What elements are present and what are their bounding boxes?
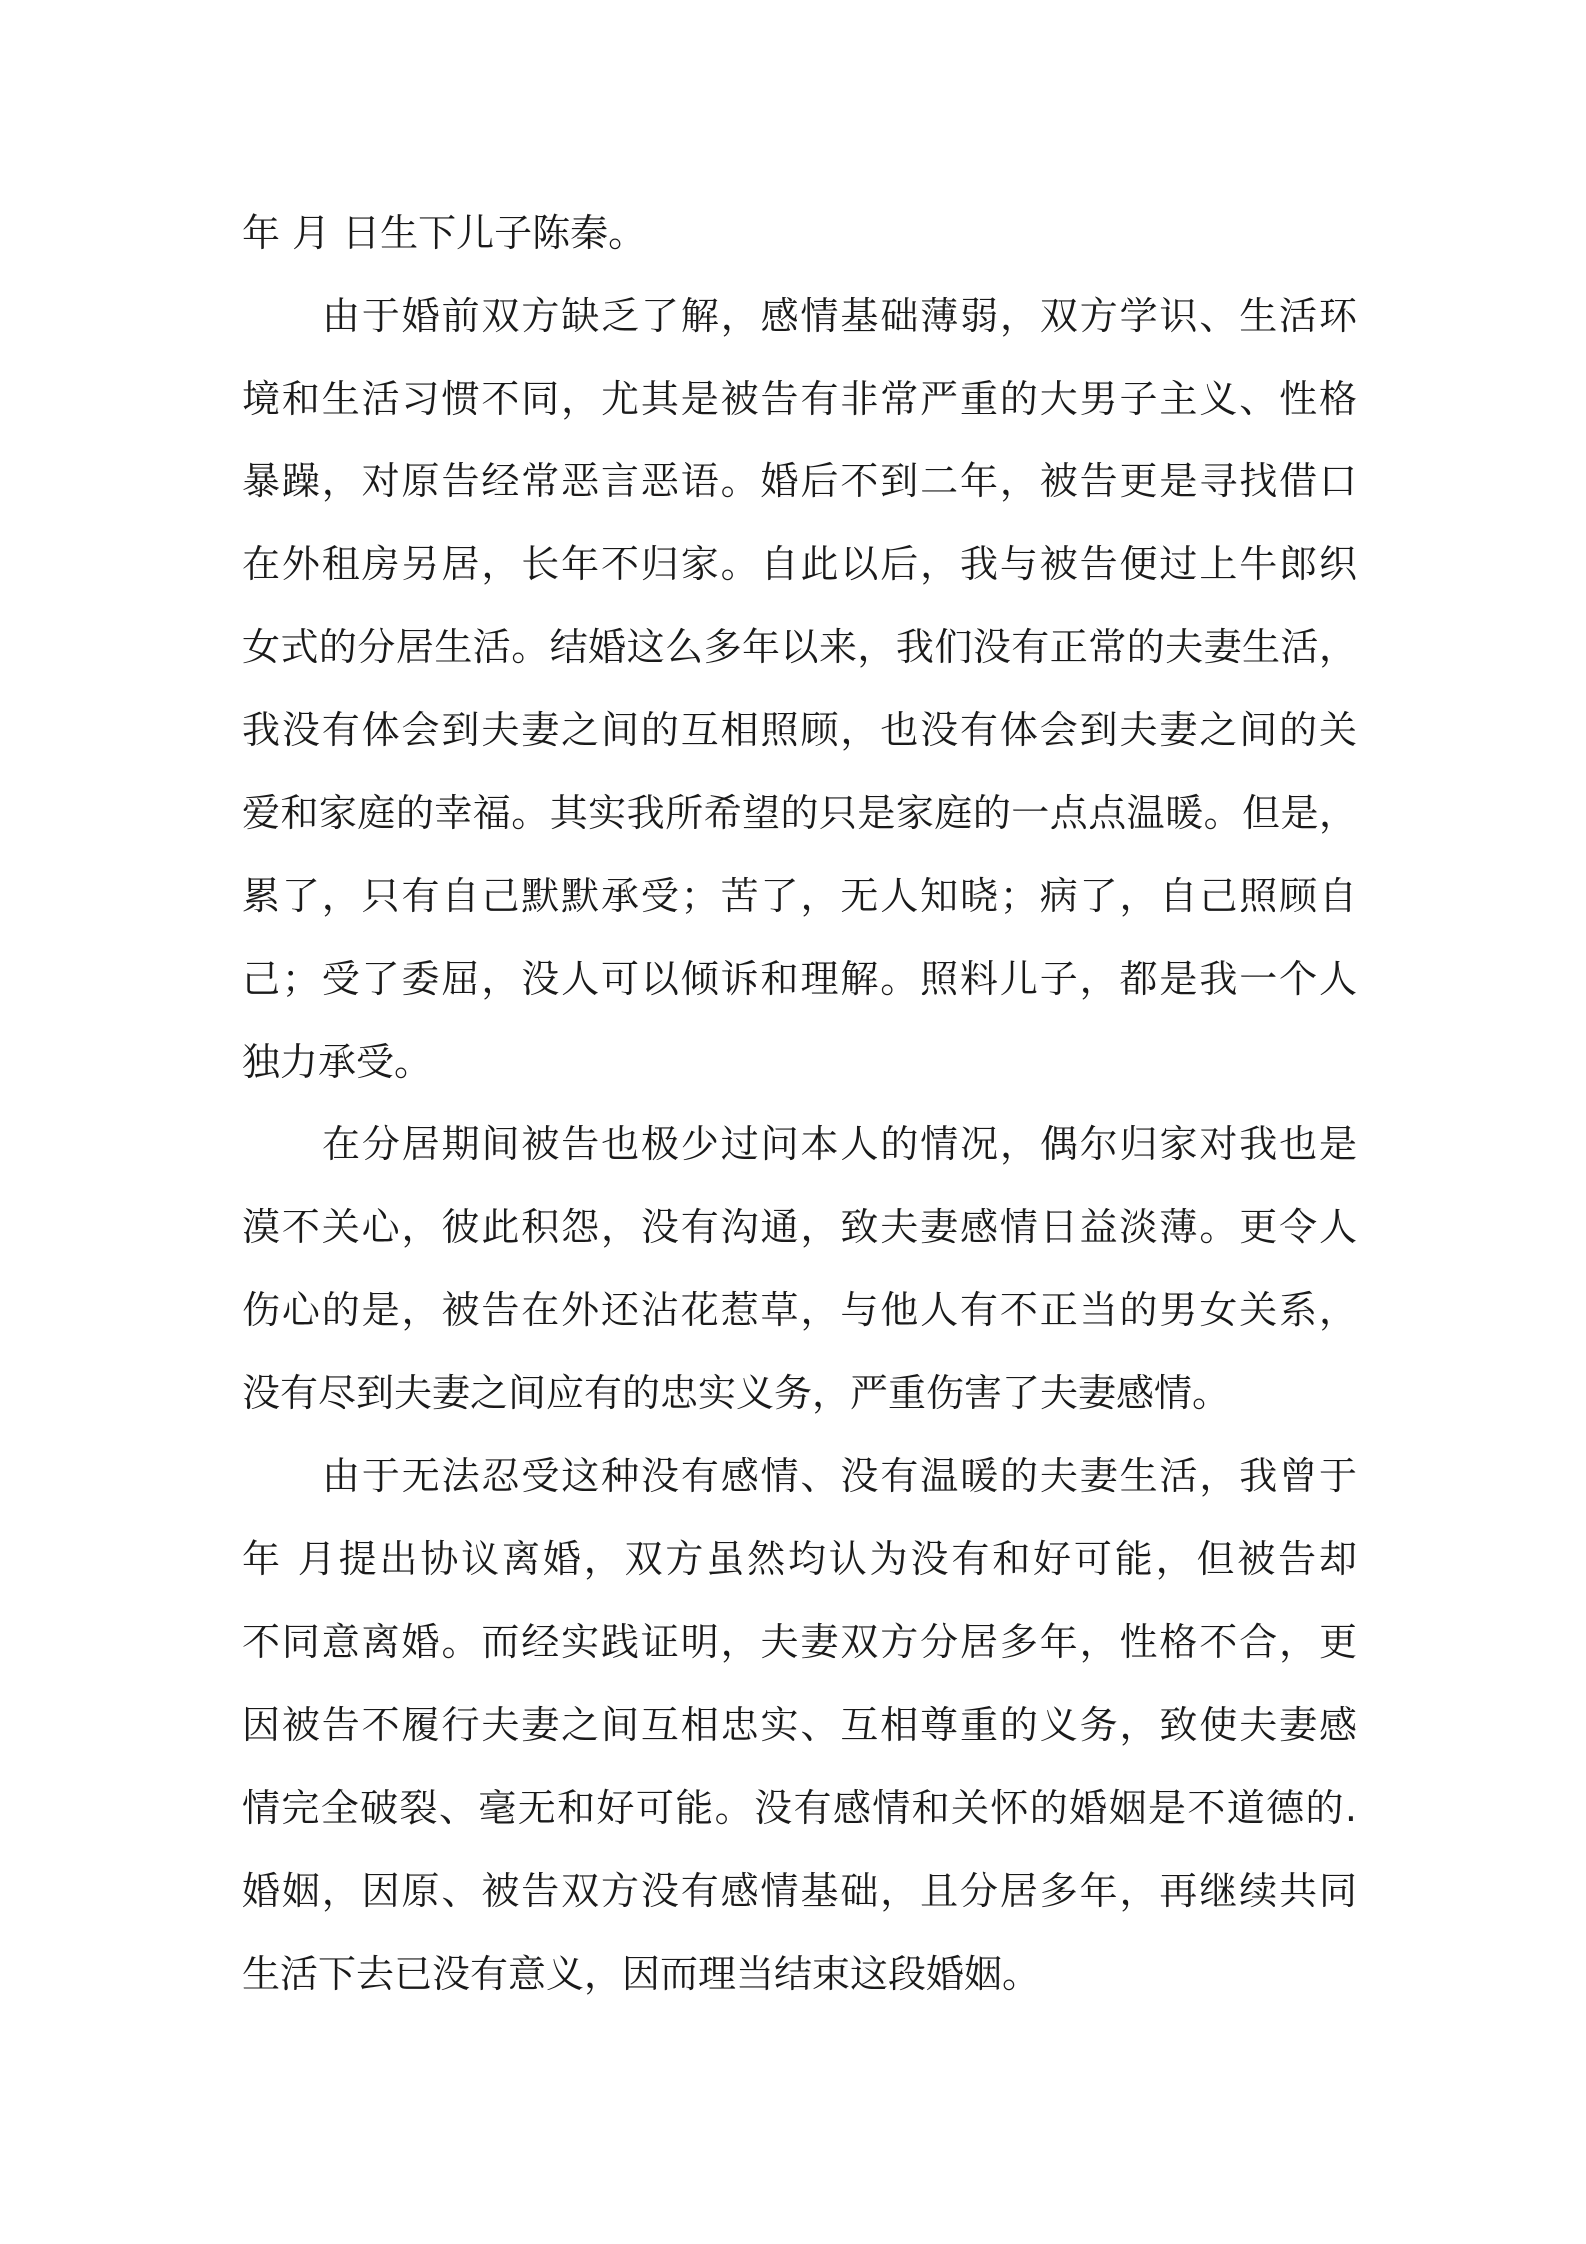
text-line: 在外租房另居，长年不归家。自此以后，我与被告便过上牛郎织 — [242, 542, 1357, 586]
text-line: 不同意离婚。而经实践证明，夫妻双方分居多年，性格不合，更 — [242, 1620, 1357, 1664]
text-line: 爱和家庭的幸福。其实我所希望的只是家庭的一点点温暖。但是， — [242, 791, 1357, 835]
paragraph-first-line: 在分居期间被告也极少过问本人的情况，偶尔归家对我也是 — [322, 1122, 1357, 1166]
text-line: 女式的分居生活。结婚这么多年以来，我们没有正常的夫妻生活， — [242, 625, 1357, 669]
text-line: 年 月提出协议离婚，双方虽然均认为没有和好可能，但被告却 — [242, 1537, 1357, 1581]
text-line: 漠不关心，彼此积怨，没有沟通，致夫妻感情日益淡薄。更令人 — [242, 1205, 1357, 1249]
text-line: 婚姻，因原、被告双方没有感情基础，且分居多年，再继续共同 — [242, 1869, 1357, 1913]
paragraph-first-line: 由于无法忍受这种没有感情、没有温暖的夫妻生活，我曾于 — [322, 1454, 1357, 1498]
text-line: 没有尽到夫妻之间应有的忠实义务，严重伤害了夫妻感情。 — [242, 1371, 1231, 1415]
text-line: 独力承受。 — [242, 1040, 433, 1084]
text-line: 己；受了委屈，没人可以倾诉和理解。照料儿子，都是我一个人 — [242, 957, 1357, 1001]
text-line: 境和生活习惯不同，尤其是被告有非常严重的大男子主义、性格 — [242, 377, 1357, 421]
text-line: 因被告不履行夫妻之间互相忠实、互相尊重的义务，致使夫妻感 — [242, 1703, 1357, 1747]
paragraph-first-line: 由于婚前双方缺乏了解，感情基础薄弱，双方学识、生活环 — [322, 294, 1357, 338]
text-line: 情完全破裂、毫无和好可能。没有感情和关怀的婚姻是不道德的. — [242, 1786, 1357, 1830]
text-line: 生活下去已没有意义，因而理当结束这段婚姻。 — [242, 1952, 1041, 1996]
text-line: 暴躁，对原告经常恶言恶语。婚后不到二年，被告更是寻找借口 — [242, 459, 1357, 503]
text-line: 伤心的是，被告在外还沾花惹草，与他人有不正当的男女关系， — [242, 1288, 1357, 1332]
text-line: 年 月 日生下儿子陈秦。 — [242, 211, 647, 255]
text-line: 我没有体会到夫妻之间的互相照顾，也没有体会到夫妻之间的关 — [242, 708, 1357, 752]
text-line: 累了，只有自己默默承受；苦了，无人知晓；病了，自己照顾自 — [242, 874, 1357, 918]
